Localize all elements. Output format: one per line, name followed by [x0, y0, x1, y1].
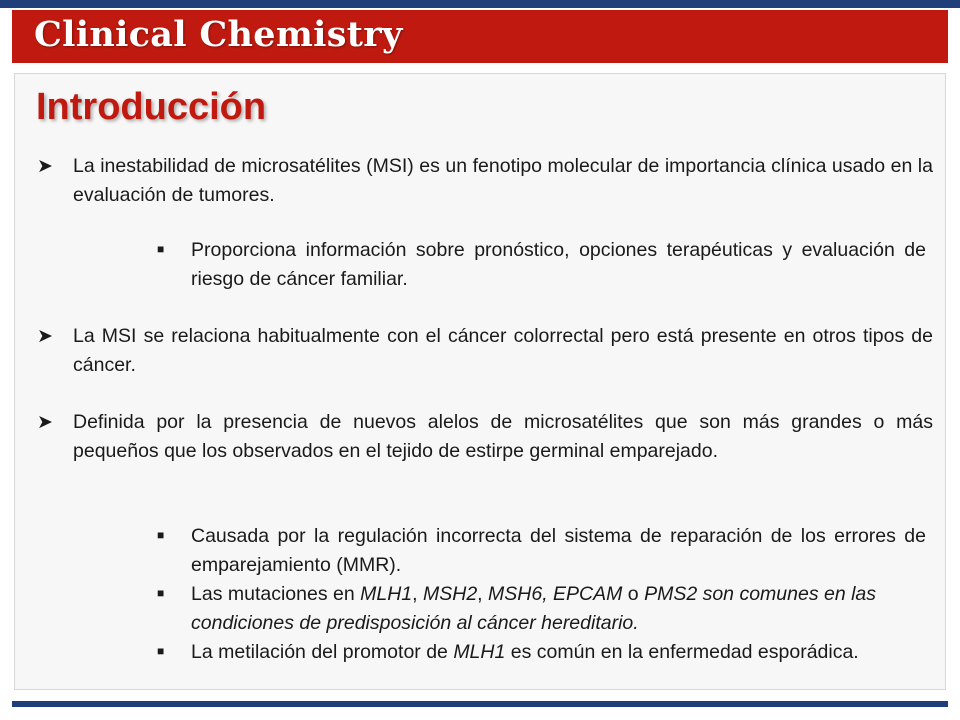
top-accent-bar — [0, 0, 960, 8]
header-banner — [12, 10, 948, 63]
text-segment: , — [477, 583, 489, 605]
text-segment: La metilación del promotor de — [191, 641, 454, 663]
italic-text: PMS2 son comunes en las condiciones de predisposición al cáncer hereditario. — [191, 583, 877, 634]
square-bullet-icon: ■ — [157, 644, 165, 658]
bullet-text: La inestabilidad de microsatélites (MSI) es un fenotipo molecular de importancia clínica usado en la evaluación de tumores. — [73, 155, 933, 206]
text-segment: , — [412, 583, 423, 605]
text-segment: es común en la enfermedad esporádica. — [505, 641, 859, 663]
journal-title: Clinical Chemistry — [34, 14, 403, 55]
bullet-item — [37, 408, 933, 466]
square-bullet-icon: ■ — [157, 586, 165, 600]
gene-name: MSH6, EPCAM — [488, 583, 623, 605]
gene-name: MLH1 — [360, 583, 413, 605]
bottom-accent-bar — [12, 701, 948, 707]
bullet-text: La MSI se relaciona habitualmente con el cáncer colorrectal pero está presente en otros tipos de cáncer. — [73, 325, 933, 376]
square-bullet-icon: ■ — [157, 242, 165, 256]
bullet-text: Causada por la regulación incorrecta del sistema de reparación de los errores de emparejamiento (MMR). — [191, 525, 926, 576]
bullet-item — [37, 152, 933, 210]
arrowhead-bullet-icon: ➤ — [37, 326, 53, 347]
square-bullet-icon: ■ — [157, 528, 165, 542]
text-segment: o — [622, 583, 645, 605]
arrowhead-bullet-icon: ➤ — [37, 156, 53, 177]
sub-bullet-item — [157, 580, 926, 638]
sub-bullet-item — [157, 236, 926, 294]
slide-title: Introducción — [36, 86, 267, 128]
bullet-text: Proporciona información sobre pronóstico, opciones terapéuticas y evaluación de riesgo de cáncer familiar. — [191, 239, 926, 290]
sub-bullet-item — [157, 638, 926, 667]
text-segment: Las mutaciones en — [191, 583, 361, 605]
arrowhead-bullet-icon: ➤ — [37, 412, 53, 433]
bullet-text: Definida por la presencia de nuevos alelos de microsatélites que son más grandes o más pequeños que los observados en el tejido de estirpe germinal emparejado. — [73, 411, 933, 462]
bullet-item — [37, 322, 933, 380]
sub-bullet-item — [157, 522, 926, 580]
gene-name: MLH1 — [453, 641, 506, 663]
gene-name: MSH2 — [422, 583, 478, 605]
